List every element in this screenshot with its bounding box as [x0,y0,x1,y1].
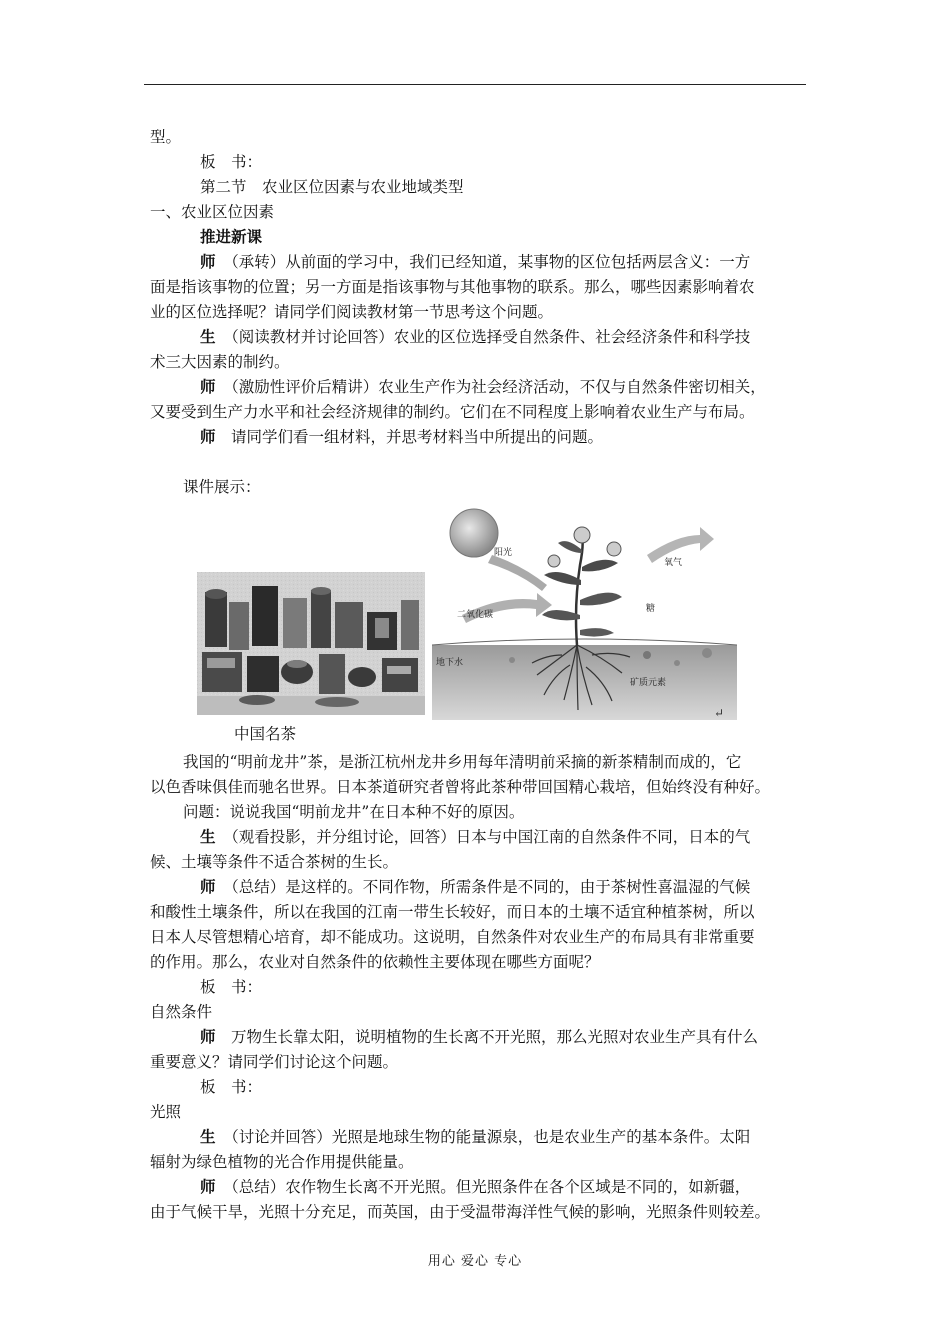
board-item: 光照 [150,1103,182,1121]
sun-icon [450,509,498,557]
tea-products-photo [197,572,425,715]
text-line: 师 （承转）从前面的学习中，我们已经知道，某事物的区位包括两层含义：一方 [200,252,751,271]
speaker-tag: 生 [200,1127,216,1146]
label-oxygen: 氧气 [664,558,683,568]
text-line: 生 （阅读教材并讨论回答）农业的区位选择受自然条件、社会经济条件和科学技 [200,327,751,346]
text-line: 的作用。那么，农业对自然条件的依赖性主要体现在哪些方面呢？ [150,953,600,971]
text-line: 生 （观看投影，并分组讨论，回答）日本与中国江南的自然条件不同，日本的气 [200,827,751,846]
text-line: 面是指该事物的位置；另一方面是指该事物与其他事物的联系。那么，哪些因素影响着农 [150,278,755,296]
text-line: 日本人尽管想精心培育，却不能成功。这说明，自然条件对农业生产的布局具有非常重要 [150,928,755,946]
label-sunlight: 阳光 [494,548,513,558]
text-line: 以色香味俱佳而驰名世界。日本茶道研究者曾将此茶种带回国精心栽培，但始终没有种好。 [150,778,771,796]
lesson-heading: 推进新课 [200,227,263,246]
sunlight-arrow-icon [488,555,547,591]
speaker-tag: 师 [200,1177,216,1196]
photosynthesis-diagram [432,505,737,720]
speaker-tag: 师 [200,427,216,446]
question-line: 问题：说说我国“明前龙井”在日本种不好的原因。 [183,803,525,821]
label-groundwater: 地下水 [436,658,464,668]
board-item: 自然条件 [150,1003,213,1021]
courseware-label: 课件展示： [183,478,261,496]
text-line: 业的区位选择呢？请同学们阅读教材第一节思考这个问题。 [150,303,554,321]
text-line: 师 万物生长靠太阳，说明植物的生长离不开光照，那么光照对农业生产具有什么 [200,1027,759,1046]
text-line: 师 （激励性评价后精讲）农业生产作为社会经济活动，不仅与自然条件密切相关， [200,377,766,396]
text-line: 又要受到生产力水平和社会经济规律的制约。它们在不同程度上影响着农业生产与布局。 [150,403,755,421]
speaker-tag: 师 [200,877,216,896]
board-label: 板 书： [200,1078,263,1096]
label-co2: 二氧化碳 [457,610,494,620]
section-title: 第二节 农业区位因素与农业地域类型 [200,178,464,196]
text-line: 型。 [150,128,182,146]
text-line: 师 （总结）农作物生长离不开光照。但光照条件在各个区域是不同的，如新疆， [200,1177,751,1196]
board-label: 板 书： [200,153,263,171]
text-line: 辐射为绿色植物的光合作用提供能量。 [150,1153,414,1171]
text-line: 由于气候干旱，光照十分充足，而英国，由于受温带海洋性气候的影响，光照条件则较差。 [150,1203,771,1221]
text-line: 候、土壤等条件不适合茶树的生长。 [150,853,399,871]
speaker-tag: 师 [200,377,216,396]
figure-caption: 中国名茶 [234,725,297,743]
soil-layer [432,645,737,720]
text-line: 师 （总结）是这样的。不同作物，所需条件是不同的，由于茶树性喜温湿的气候 [200,877,751,896]
text-line: 师 请同学们看一组材料，并思考材料当中所提出的问题。 [200,427,604,446]
text-line: 术三大因素的制约。 [150,353,290,371]
speaker-tag: 师 [200,252,216,271]
speaker-tag: 生 [200,827,216,846]
text-line: 重要意义？请同学们讨论这个问题。 [150,1053,399,1071]
text-line: 生 （讨论并回答）光照是地球生物的能量源泉，也是农业生产的基本条件。太阳 [200,1127,751,1146]
speaker-tag: 师 [200,1027,216,1046]
board-label: 板 书： [200,978,263,996]
text-line: 我国的“明前龙井”茶，是浙江杭州龙井乡用每年清明前采摘的新茶精制而成的，它 [183,753,742,771]
page-footer: 用心 爱心 专心 [427,1254,523,1269]
text-line: 和酸性土壤条件，所以在我国的江南一带生长较好，而日本的土壤不适宜种植茶树，所以 [150,903,755,921]
label-minerals: 矿质元素 [630,678,667,688]
paragraph-mark-icon: ↵ [714,706,725,720]
speaker-tag: 生 [200,327,216,346]
label-sugar: 糖 [646,604,656,614]
header-rule [144,84,806,85]
subsection-title: 一、农业区位因素 [150,203,275,221]
